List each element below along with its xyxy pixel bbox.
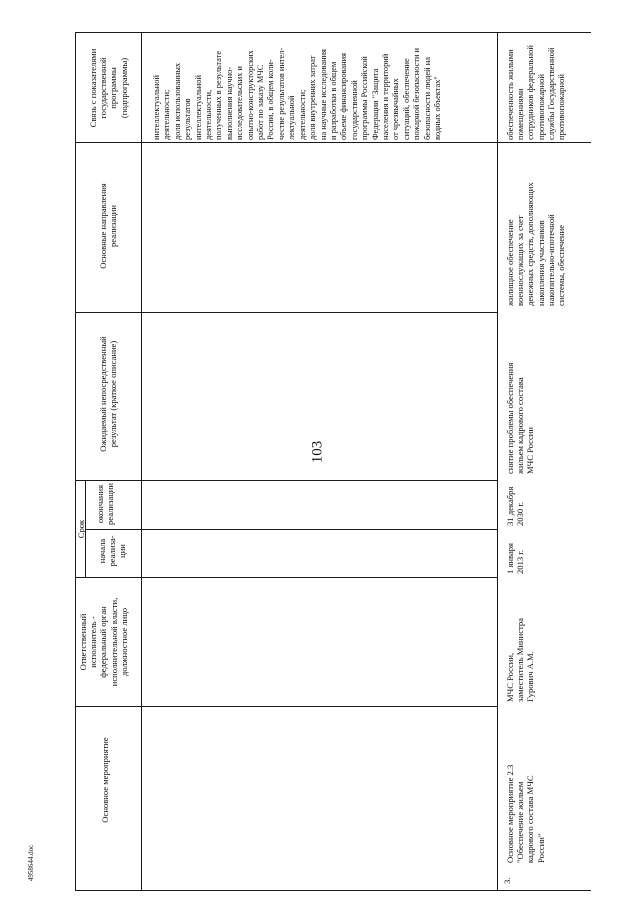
header-expected-result: Ожидаемый непосредственный результат (краткое описание) — [98, 336, 119, 452]
row-directions: жилищное обеспечение военнослужащих за счет денежных средств, дополняющих накопления участников накопительно-ипотечной системы, обеспечение — [505, 182, 567, 306]
header-term: Срок — [76, 519, 86, 539]
row-expected-result: снятие проблемы обеспечения жильем кадрового состава МЧС России — [505, 362, 536, 474]
header-executor: Ответственный исполнитель - федеральный орган исполнительной власти, должностное лицо — [78, 597, 129, 687]
row-indicators: обеспеченность жилыми помещениями сотрудников федеральной противопожарной службы Государственной противопожарной — [505, 45, 567, 140]
row-executor: МЧС России, заместитель Министра Гурович А.М. — [505, 618, 536, 702]
row-end-date: 31 декабря 2030 г. — [505, 486, 526, 526]
header-directions: Основные направления реализации — [98, 183, 119, 269]
header-indicators: Связь с показателями государственной программы (подпрограммы) — [88, 48, 129, 128]
header-term-start: начала реализа- ции — [97, 535, 128, 567]
row-activity: Основное мероприятие 2.3 "Обеспечение жильем кадрового состава МЧС России" — [505, 764, 546, 863]
indicators-continuation: интеллектуальной деятельности; доля использованных результатов интеллектуальной деятельности, полученных в результате выполнения научно- исследовательских и опытно-конструкторских работ по заказу МЧС России, в общем коли- честве результатов интел- лектуальной деятельности; доля внутренних затрат на научные исследования и разработки в общем объеме финансирования государственной программы Российской Федерации "Защита населения и территорий от чрезвычайных ситуаций, обеспечение пожарной безопасности и безопасности людей на водных объектах" — [152, 47, 442, 140]
document-id: 4958644.doc — [27, 844, 35, 882]
page-number: 103 — [309, 440, 326, 464]
header-term-end: окончания реализации — [95, 483, 116, 525]
header-activity: Основное мероприятие — [100, 737, 110, 823]
row-start-date: 1 января 2013 г. — [505, 542, 526, 574]
row-number: 3. — [502, 877, 512, 884]
